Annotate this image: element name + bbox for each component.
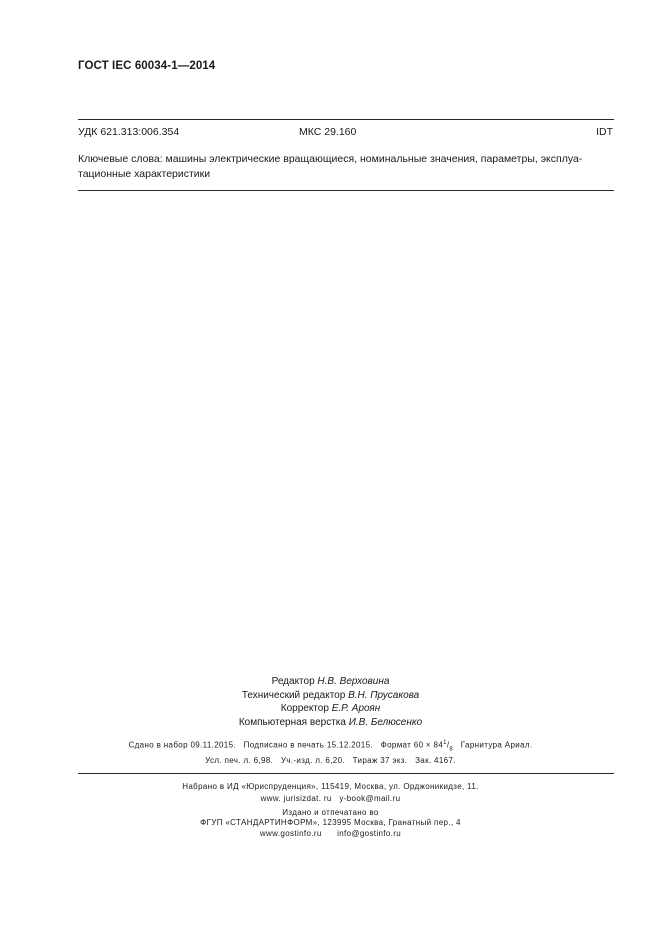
credit-name: Е.Р. Ароян xyxy=(331,703,381,714)
credit-role: Корректор xyxy=(280,703,329,714)
credit-role: Технический редактор xyxy=(241,689,346,701)
credit-corrector xyxy=(0,702,661,716)
standard-code: ГОСТ IEC 60034-1—2014 xyxy=(78,60,216,72)
publisher-line-2: www. jurisizdat. ru y-book@mail.ru xyxy=(260,794,401,803)
print-info-line-1 xyxy=(0,740,661,752)
credit-role: Редактор xyxy=(271,676,315,687)
bottom-rule xyxy=(78,773,614,774)
format-fraction-slash: / xyxy=(446,740,450,750)
top-rule xyxy=(78,119,614,120)
udk-code: УДК 621.313:006.354 xyxy=(78,126,180,138)
credit-name: В.Н. Прусакова xyxy=(348,689,420,701)
print-info-part-b: Гарнитура Ариал. xyxy=(453,740,533,750)
format-fraction-denominator: 8 xyxy=(449,746,454,753)
credit-tech-editor xyxy=(0,689,661,703)
credit-editor xyxy=(0,675,661,689)
format-fraction-numerator: 1 xyxy=(443,740,447,746)
keywords-rule xyxy=(78,190,614,191)
publisher-line-1: Набрано в ИД «Юриспруденция», 115419, Москва, ул. Орджоникидзе, 11. xyxy=(182,782,479,791)
keywords-line-2: тационные характеристики xyxy=(78,168,211,180)
publisher-line-3: Издано и отпечатано во xyxy=(282,808,379,817)
publisher-line-5: www.gostinfo.ru info@gostinfo.ru xyxy=(259,829,402,838)
credit-name: Н.В. Верховина xyxy=(317,676,390,687)
credits-block xyxy=(0,675,661,729)
credit-name: И.В. Белюсенко xyxy=(348,716,423,728)
mks-code: МКС 29.160 xyxy=(299,126,357,138)
credit-layout xyxy=(0,716,661,730)
publisher-line-4: ФГУП «СТАНДАРТИНФОРМ», 123995 Москва, Гранатный пер., 4 xyxy=(200,818,461,827)
print-info-line-2: Усл. печ. л. 6,98. Уч.-изд. л. 6,20. Тираж 37 экз. Зак. 4167. xyxy=(205,756,456,765)
credit-role: Компьютерная верстка xyxy=(238,716,346,728)
print-info-part-a: Сдано в набор 09.11.2015. Подписано в печать 15.12.2015. Формат 60 × 84 xyxy=(128,740,444,750)
keywords xyxy=(78,152,616,182)
idt-label: IDT xyxy=(596,126,613,138)
keywords-line-1: Ключевые слова: машины электрические вращающиеся, номинальные значения, параметры, эксплуа- xyxy=(78,153,583,165)
